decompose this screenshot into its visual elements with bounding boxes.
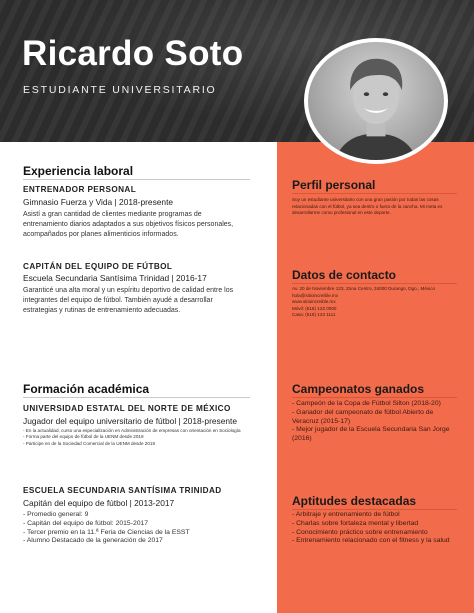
divider (23, 397, 250, 398)
education-details (23, 428, 253, 447)
list-item: - Ganador del campeonato de fútbol Abierto de Veracruz (2015-17) (292, 408, 434, 425)
job-title: CAPITÁN DEL EQUIPO DE FÚTBOL (23, 262, 173, 271)
education-subtitle: Capitán del equipo de fútbol | 2013-2017 (23, 498, 175, 508)
profile-text: Soy un estudiante universitario con una gran pasión por todas las cosas relacionadas con el fútbol, ya sea dentro o fuera de la cancha. Mi meta es desarrollarme como profesional en este deporte. (292, 197, 443, 215)
portrait-icon (308, 42, 444, 160)
divider (292, 397, 457, 398)
skills-list (292, 511, 462, 546)
person-role: ESTUDIANTE UNIVERSITARIO (23, 84, 217, 96)
contact-address: Av. 20 de Noviembre 123, Zona Centro, 34000 Durango, Dgo., México (292, 286, 436, 291)
section-title-experiencia: Experiencia laboral (23, 164, 134, 178)
divider (292, 283, 457, 284)
section-title-contacto: Datos de contacto (292, 268, 397, 282)
list-item: - Mejor jugador de la Escuela Secundaria San Jorge (2016) (292, 426, 450, 443)
section-title-campeonatos: Campeonatos ganados (292, 382, 425, 396)
education-subtitle: Jugador del equipo universitario de fútbol | 2018-presente (23, 416, 238, 426)
person-name: Ricardo Soto (22, 34, 244, 73)
list-item: - Arbitraje y entrenamiento de fútbol (292, 511, 400, 518)
list-item: - Forma parte del equipo de fútbol de la UENM desde 2019 (23, 434, 144, 440)
section-title-perfil: Perfil personal (292, 178, 376, 192)
job-title: ENTRENADOR PERSONAL (23, 185, 137, 194)
list-item: - Charlas sobre fortaleza mental y libertad (292, 519, 419, 527)
list-item: - Alumno Destacado de la generación de 2017 (23, 537, 163, 545)
section-title-aptitudes: Aptitudes destacadas (292, 494, 417, 508)
contact-home: Casa: (618) 123 1111 (292, 312, 336, 317)
job-subtitle: Escuela Secundaria Santísima Trinidad | 2016-17 (23, 273, 207, 283)
championships-list (292, 400, 462, 444)
list-item: - Tercer premio en la 11.ª Feria de Ciencias de la ESST (23, 528, 190, 536)
list-item: - En la actualidad, curso una especialización en Administración de empresas con orientación en Sociología (23, 428, 241, 433)
contact-mobile: Móvil: (618) 123 0000 (292, 305, 337, 311)
section-title-formacion: Formación académica (23, 382, 150, 396)
education-title: ESCUELA SECUNDARIA SANTÍSIMA TRINIDAD (23, 486, 222, 495)
divider (292, 193, 457, 194)
list-item: - Participe en de la Sociedad Comercial de la UENM desde 2018 (23, 440, 156, 446)
list-item: - Promedio general: 9 (23, 511, 89, 518)
education-details (23, 511, 253, 546)
job-subtitle: Gimnasio Fuerza y Vida | 2018-presente (23, 197, 174, 207)
divider (292, 509, 457, 510)
list-item: - Capitán del equipo de fútbol: 2015-2017 (23, 519, 149, 527)
profile-photo (304, 38, 448, 164)
contact-email: hola@sitioincreible.mx (292, 292, 339, 298)
contact-website: www.sitioincreible.mx (292, 299, 336, 304)
contact-details (292, 286, 462, 319)
list-item: - Campeón de la Copa de Fútbol Silton (2018-20) (292, 400, 441, 407)
job-description: Asistí a gran cantidad de clientes mediante programas de entrenamiento diarios adaptados a sus objetivos físicos personales, acompañados por planes alimenticios informados. (23, 211, 234, 239)
list-item: - Entrenamiento relacionado con el fitness y la salud (292, 537, 450, 545)
education-title: UNIVERSIDAD ESTATAL DEL NORTE DE MÉXICO (23, 404, 231, 413)
job-description: Garanticé una alta moral y un espíritu deportivo de calidad entre los integrantes del equipo de fútbol. También ayudé a desarrollar estrategias y rutinas de entrenamiento adecuadas. (23, 287, 234, 315)
divider (23, 179, 250, 180)
list-item: - Conocimiento práctico sobre entrenamiento (292, 528, 428, 536)
